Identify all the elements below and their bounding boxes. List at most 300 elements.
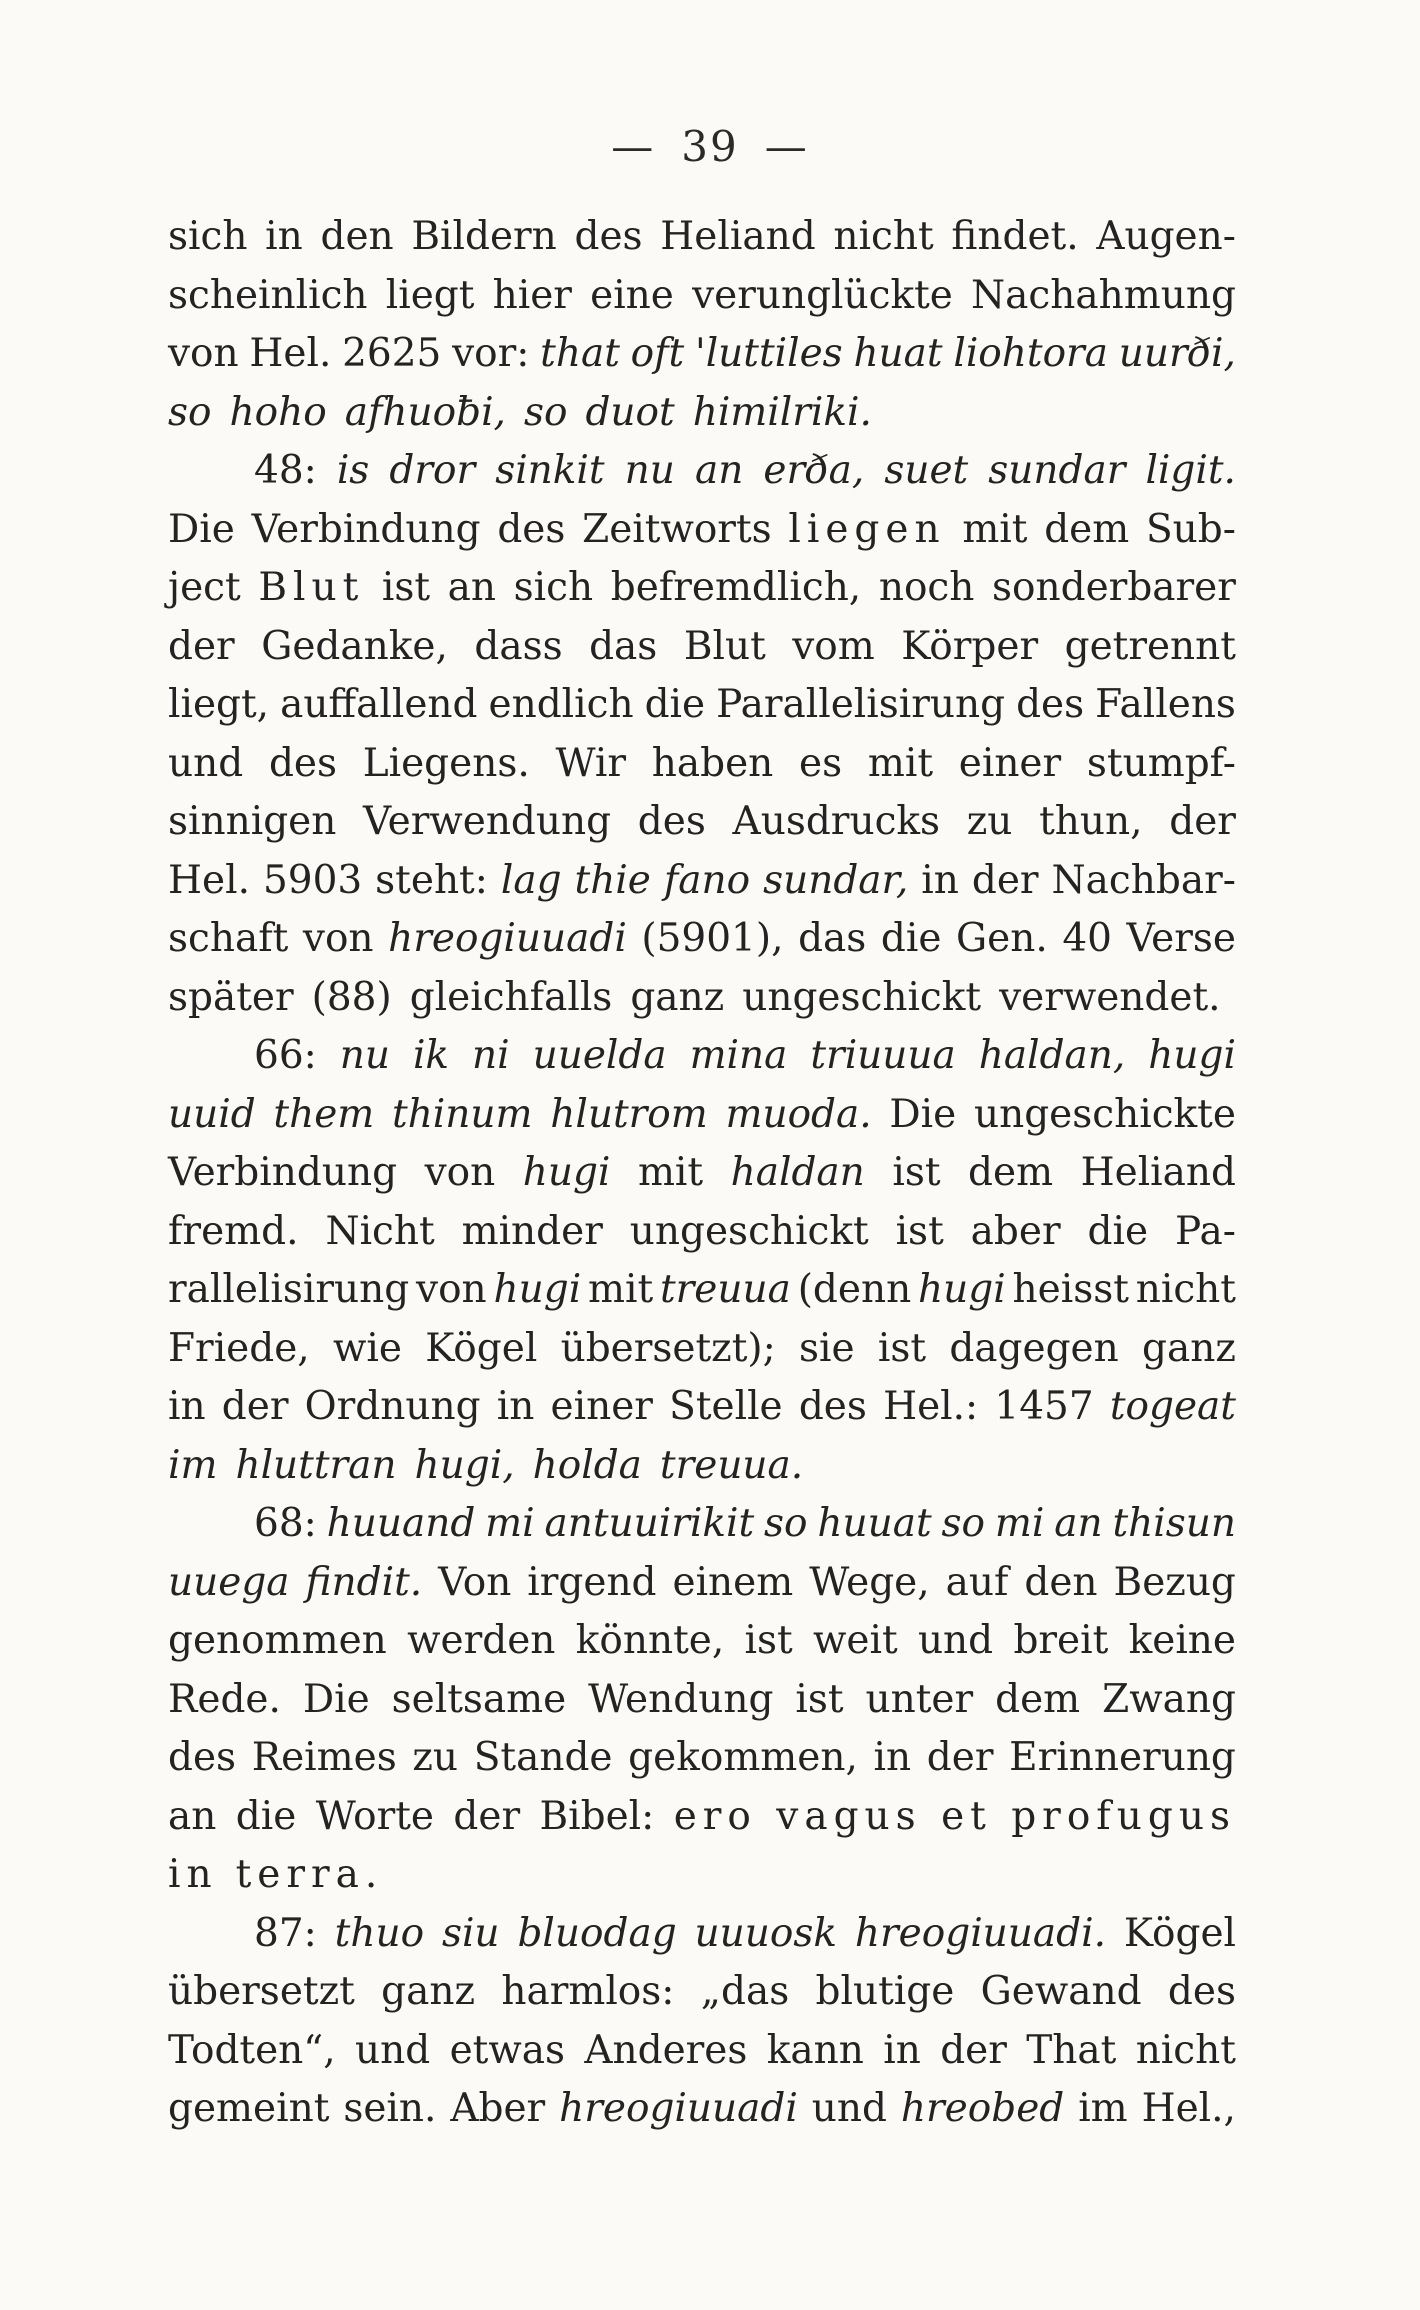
word: Wege, [809,1559,930,1605]
word: antuuirikit [544,1501,755,1546]
text-line [168,1203,1236,1262]
word: kann [766,2027,864,2073]
word: hoho [229,389,327,435]
word: an [168,1793,217,1839]
word: is [336,448,370,493]
word: Pa- [1175,1208,1236,1254]
word: das [589,623,658,669]
text-line [168,325,1236,384]
word: Fallens [1095,682,1236,727]
word: hier [492,272,572,318]
word: Blut [258,565,365,610]
word: breit [1013,1618,1109,1663]
word: dem [1044,506,1130,552]
word: des [168,1735,237,1780]
word: und [168,740,244,786]
word: Von [438,1559,512,1605]
word: duot [585,389,675,435]
word: Worte [315,1793,435,1839]
text-line [168,1554,1236,1613]
word: gleichfalls [409,974,613,1020]
word: ganz [381,1969,476,2014]
word: werden [407,1618,556,1663]
word: die [235,1793,297,1839]
word: mi [994,1501,1045,1546]
word: von [424,1150,496,1195]
word: Reimes [251,1735,397,1780]
word: in [168,1852,218,1897]
word: so [764,1501,808,1546]
word: der [168,623,235,669]
word: der [971,857,1039,903]
word: ero [673,1793,757,1839]
word: steht: [375,857,488,903]
word: vom [792,623,875,669]
word: Friede, [168,1325,310,1371]
word: hreogiuuadi [559,2086,798,2131]
word: sinnigen [168,799,337,844]
word: hluttran [235,1442,397,1488]
text-line [168,1846,1236,1905]
word: ganz [630,974,725,1020]
word: Die [889,1091,957,1137]
word: aber [970,1208,1061,1254]
text-line [168,793,1236,852]
word: triuuua [810,1033,956,1078]
word: hugi [1148,1033,1236,1078]
word: stumpf- [1086,740,1236,786]
word: in [921,857,959,903]
word: des [637,799,706,844]
word: thuo [334,1910,425,1956]
word: nu [339,1033,390,1078]
word: ganz [1142,1325,1236,1371]
word: profugus [1011,1793,1236,1839]
word: „das [700,1969,790,2014]
text-line [168,735,1236,794]
text-line [168,2022,1236,2081]
word: fano [663,857,751,903]
word: ik [412,1033,450,1078]
word: von [302,916,374,961]
word: Aber [450,2086,546,2131]
word: muoda. [725,1091,872,1137]
word: 'luttiles [694,331,843,376]
word: des [268,740,337,786]
word: hugi [918,1267,1006,1312]
word: uurði, [1118,331,1236,376]
word: dror [389,448,476,493]
word: des [1167,1969,1236,2014]
text-line [168,1261,1236,1320]
word: sonderbarer [992,565,1236,610]
word: Kögel [425,1325,538,1371]
word: nicht [833,214,934,259]
word: liegen [788,506,946,552]
word: genommen [168,1618,387,1663]
word: Hel. [168,857,250,903]
word: Gen. [956,916,1048,961]
word: scheinlich [168,272,368,318]
word: an [1054,1501,1103,1546]
word: hlutrom [550,1091,708,1137]
word: sie [799,1325,855,1371]
word: endlich [488,682,634,727]
word: ist [795,1676,844,1722]
word: Ausdrucks [732,799,941,844]
word: verunglückte [692,272,953,318]
word: Heliand [1080,1150,1236,1195]
word: ungeschickt [629,1208,869,1254]
word: afhuoƀi, [344,389,506,435]
word: Stande [473,1735,613,1780]
word: uuega [168,1559,290,1605]
word: Verbindung [251,506,481,552]
word: terra. [235,1852,384,1897]
word: rallelisirung [168,1267,410,1312]
word: Bibel: [539,1793,655,1839]
word: hugi [522,1150,611,1195]
word: in [883,2027,921,2073]
word: ist [381,565,431,610]
word: vagus [776,1793,922,1839]
word: lag [500,857,562,903]
word: in [873,1735,912,1780]
word: Sub- [1145,506,1236,552]
word: übersetzt); [560,1325,776,1371]
word: ist [877,1325,927,1371]
word: Zwang [1102,1676,1236,1722]
word: Heliand [660,214,816,259]
word: haldan [730,1150,865,1195]
word: huat [853,331,943,376]
word: und [811,2086,887,2131]
word: himilriki. [692,389,872,435]
text-line [168,267,1236,326]
word: irgend [527,1559,657,1605]
word: einer [958,740,1062,786]
word: thie [574,857,651,903]
word: mit [962,506,1028,552]
word: Gedanke, [261,623,448,669]
word: siu [441,1910,500,1956]
word: der [926,1735,994,1780]
word: mina [689,1033,788,1078]
word: sich [513,565,594,610]
word: Liegens. [362,740,530,786]
word: treuua [659,1267,791,1312]
word: keine [1128,1618,1236,1663]
word: Todten“, [168,2027,336,2073]
text-line [168,1144,1236,1203]
word: Blut [683,623,766,669]
word: Bildern [411,214,557,259]
text-line [168,1905,1236,1964]
word: in [168,1384,206,1429]
word: that [540,331,620,376]
word: ist [744,1618,793,1663]
word: den [1024,1559,1098,1605]
word: dem [968,1150,1054,1195]
word: von [416,1267,487,1312]
word: sich [168,214,248,259]
word: des [1016,682,1085,727]
word: Die [302,1676,370,1722]
word: der [221,1384,289,1429]
word: schaft [168,916,289,961]
word: ject [168,565,241,610]
word: des [574,214,643,259]
page-number: 39 [681,122,739,171]
word: liohtora [953,331,1108,376]
word: übersetzt [168,1969,355,2014]
word: Bezug [1113,1559,1236,1605]
body-text [168,208,1236,2139]
word: das [798,916,867,961]
word: einem [672,1559,794,1605]
word: dem [995,1676,1081,1722]
text-line [168,1320,1236,1379]
text-line [168,1437,1236,1496]
word: heisst [1012,1267,1129,1312]
word: so [941,1501,986,1546]
word: ungeschickte [973,1091,1236,1137]
word: seltsame [391,1676,567,1722]
text-line [168,384,1236,443]
word: dass [474,623,563,669]
word: harmlos: [501,1969,675,2014]
word: sinkit [495,448,605,493]
word: im [1078,2086,1128,2131]
word: gemeint [168,2086,330,2131]
word: Zeitworts [582,506,772,552]
word: 68: [254,1501,317,1546]
word: dagegen [949,1325,1119,1371]
word: an [447,565,497,610]
word: haldan, [978,1033,1126,1078]
word: in [496,1384,535,1429]
word: weit [813,1618,898,1663]
word: (denn [797,1267,912,1312]
text-line [168,2080,1236,2139]
text-line [168,618,1236,677]
word: die [1087,1208,1149,1254]
word: vor: [452,331,530,376]
text-line [168,969,1236,1028]
word: 5903 [262,857,363,903]
word: 40 [1062,916,1112,961]
word: mit [867,740,934,786]
word: 2625 [342,331,442,376]
word: Nachahmung [971,272,1236,318]
word: suet [884,448,969,493]
word: es [799,740,843,786]
word: fremd. [168,1208,299,1254]
text-line [168,442,1236,501]
word: Kögel [1123,1910,1236,1956]
page-number-dash-right: — [764,122,809,171]
word: später [168,974,294,1020]
word: auf [945,1559,1009,1605]
text-line [168,676,1236,735]
text-line [168,852,1236,911]
word: Verwendung [363,799,612,844]
text-line [168,501,1236,560]
word: nu [624,448,675,493]
text-line [168,1612,1236,1671]
word: einer [550,1384,653,1429]
text-line [168,1086,1236,1145]
word: Rede. [168,1676,281,1722]
word: (5901), [641,916,784,961]
word: ligit. [1145,448,1236,493]
word: so [523,389,568,435]
word: an [694,448,744,493]
word: Hel. [249,331,332,376]
word: Hel.: [883,1384,979,1429]
text-line [168,1729,1236,1788]
word: des [798,1384,867,1429]
word: mi [485,1501,535,1546]
word: (88) [311,974,392,1020]
word: haben [651,740,774,786]
word: Anderes [584,2027,748,2073]
word: Verse [1126,916,1236,961]
word: hreobed [900,2086,1065,2131]
word: hugi, [414,1442,515,1488]
text-line [168,1963,1236,2022]
word: Die [168,506,235,552]
word: thun, [1039,799,1143,844]
word: Ordnung [304,1384,481,1429]
word: findet. [951,214,1079,259]
word: them [273,1091,375,1137]
page-number-header [0,122,1420,171]
word: huuand [326,1501,476,1546]
text-line [168,1027,1236,1086]
word: bluodag [517,1910,677,1956]
word: ist [892,1150,941,1195]
word: Hel., [1141,2086,1236,2131]
word: Nachbar- [1051,857,1236,903]
word: uuid [168,1091,256,1137]
word: mit [588,1267,654,1312]
word: Gewand [980,1969,1142,2014]
word: etwas [449,2027,565,2073]
text-line [168,910,1236,969]
word: ni [472,1033,510,1078]
word: und [917,1618,994,1663]
word: mit [637,1150,704,1195]
word: des [497,506,566,552]
word: hreogiuuadi. [854,1910,1107,1956]
word: verwendet. [999,974,1221,1020]
word: hugi [493,1267,582,1312]
word: sein. [343,2086,437,2131]
word: huuat [817,1501,932,1546]
word: minder [461,1208,603,1254]
word: et [941,1793,992,1839]
word: That [1026,2027,1117,2073]
word: gekommen, [628,1735,858,1780]
word: hreogiuuadi [388,916,627,961]
word: Wendung [588,1676,774,1722]
word: unter [865,1676,974,1722]
word: erða, [763,448,865,493]
text-line [168,1495,1236,1554]
word: oft [630,331,685,376]
word: uuelda [532,1033,667,1078]
word: Wir [555,740,627,786]
word: uuuosk [694,1910,838,1956]
word: thisun [1112,1501,1236,1546]
word: die [880,916,942,961]
word: Verbindung [168,1150,398,1195]
word: eine [590,272,674,318]
word: holda [532,1442,642,1488]
word: Parallelisirung [716,682,1006,727]
text-line [168,1788,1236,1847]
text-line [168,1378,1236,1437]
word: die [644,682,706,727]
word: befremdlich, [610,565,862,610]
word: blutige [815,1969,955,2014]
word: den [320,214,394,259]
word: thinum [392,1091,533,1137]
word: findit. [305,1559,423,1605]
word: getrennt [1064,623,1236,669]
word: wie [332,1325,402,1371]
word: ist [895,1208,944,1254]
word: treuua. [659,1442,804,1488]
word: sundar [988,448,1126,493]
word: zu [412,1735,459,1780]
word: in [265,214,303,259]
word: Erinnerung [1009,1735,1236,1780]
word: Augen- [1096,214,1236,259]
word: togeat [1109,1384,1236,1429]
word: 87: [254,1910,317,1956]
word: liegt, [168,682,270,727]
word: der [1169,799,1236,844]
word: so [168,389,212,435]
word: von [168,331,239,376]
page-number-dash-left: — [611,122,656,171]
word: 48: [254,448,317,493]
word: und [355,2027,431,2073]
word: noch [878,565,975,610]
word: Nicht [325,1208,435,1254]
word: nicht [1135,1267,1236,1312]
word: Stelle [669,1384,783,1429]
text-line [168,559,1236,618]
word: nicht [1135,2027,1236,2073]
word: Körper [901,623,1039,669]
word: sundar, [763,857,909,903]
text-line [168,1671,1236,1730]
word: auffallend [280,682,478,727]
word: liegt [385,272,475,318]
word: ungeschickt [742,974,982,1020]
word: 66: [254,1033,317,1078]
word: 1457 [994,1384,1094,1429]
word: könnte, [575,1618,725,1663]
text-line [168,208,1236,267]
word: zu [966,799,1013,844]
word: der [453,1793,521,1839]
word: im [168,1442,218,1488]
word: der [940,2027,1007,2073]
